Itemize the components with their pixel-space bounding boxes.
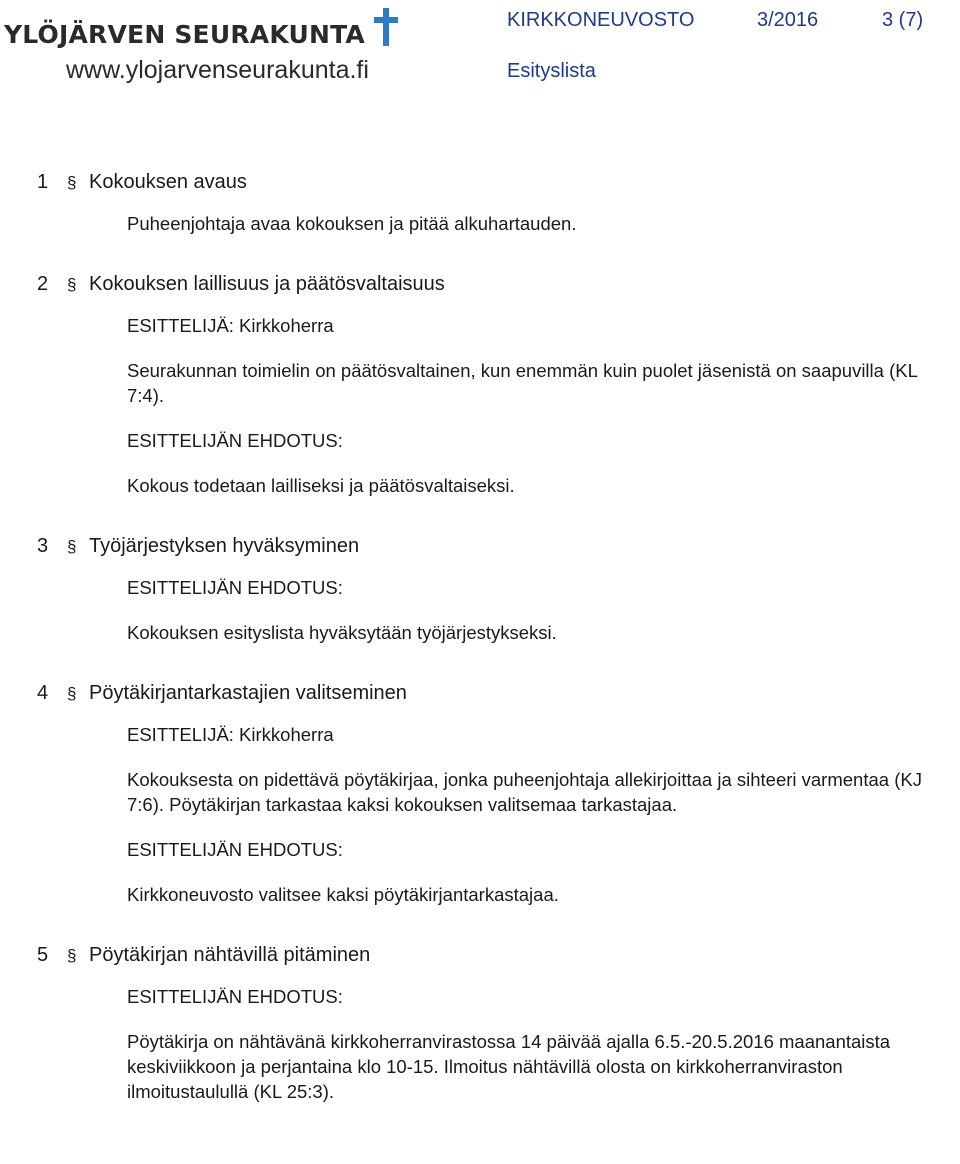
section-title: Pöytäkirjantarkastajien valitseminen <box>89 682 407 704</box>
section-heading <box>37 168 957 197</box>
proposal-label: ESITTELIJÄN EHDOTUS: <box>127 430 343 451</box>
section-title: Pöytäkirjan nähtävillä pitäminen <box>89 944 371 966</box>
logo-url: www.ylojarvenseurakunta.fi <box>66 56 369 84</box>
section-heading <box>37 941 957 970</box>
presenter-label: ESITTELIJÄ: Kirkkoherra <box>127 724 334 745</box>
proposal-text: Pöytäkirja on nähtävänä kirkkoherranvirastossa 14 päivää ajalla 6.5.-20.5.2016 maanantaista keskiviikkoon ja perjantaina klo 10-15. Ilmoitus nähtävillä olosta on kirkkoherranviraston ilmoitustaulullä (KL 25:3). <box>127 1031 891 1102</box>
agenda-body <box>37 168 957 1104</box>
agenda-section-3 <box>37 532 957 645</box>
section-text: Puheenjohtaja avaa kokouksen ja pitää alkuhartauden. <box>127 213 577 234</box>
section-text: Kokouksesta on pidettävä pöytäkirjaa, jonka puheenjohtaja allekirjoittaa ja sihteeri varmentaa (KJ 7:6). Pöytäkirjan tarkastaa kaksi kokouksen valitsemaa tarkastajaa. <box>127 769 922 815</box>
proposal-text: Kirkkoneuvosto valitsee kaksi pöytäkirjantarkastajaa. <box>127 884 559 905</box>
section-number: 2 <box>37 273 49 295</box>
logo-title: YLÖJÄRVEN SEURAKUNTA <box>4 20 365 49</box>
proposal-text: Kokouksen esityslista hyväksytään työjärjestykseksi. <box>127 622 557 643</box>
section-sign-icon: § <box>67 684 77 703</box>
proposal-label: ESITTELIJÄN EHDOTUS: <box>127 986 343 1007</box>
agenda-section-4 <box>37 679 957 907</box>
section-title: Kokouksen avaus <box>89 171 247 193</box>
agenda-section-5 <box>37 941 957 1104</box>
section-text: Seurakunnan toimielin on päätösvaltainen, kun enemmän kuin puolet jäsenistä on saapuvilla (KL 7:4). <box>127 360 918 406</box>
section-heading <box>37 679 957 708</box>
section-number: 5 <box>37 944 49 966</box>
agenda-section-1 <box>37 168 957 236</box>
header-document-type: Esityslista <box>507 60 596 82</box>
section-title: Työjärjestyksen hyväksyminen <box>89 535 360 557</box>
section-number: 3 <box>37 535 49 557</box>
cross-icon <box>372 6 400 48</box>
header-meeting-number: 3/2016 <box>757 9 819 31</box>
section-number: 4 <box>37 682 49 704</box>
section-heading <box>37 532 957 561</box>
section-sign-icon: § <box>67 537 77 556</box>
proposal-text: Kokous todetaan lailliseksi ja päätösvaltaiseksi. <box>127 475 515 496</box>
section-sign-icon: § <box>67 173 77 192</box>
presenter-label: ESITTELIJÄ: Kirkkoherra <box>127 315 334 336</box>
parish-logo <box>4 6 404 86</box>
section-title: Kokouksen laillisuus ja päätösvaltaisuus <box>89 273 445 295</box>
proposal-label: ESITTELIJÄN EHDOTUS: <box>127 839 343 860</box>
section-number: 1 <box>37 171 49 193</box>
header-page-number: 3 (7) <box>882 9 924 31</box>
header-organization: KIRKKONEUVOSTO <box>507 9 695 31</box>
section-heading <box>37 270 957 299</box>
section-sign-icon: § <box>67 275 77 294</box>
proposal-label: ESITTELIJÄN EHDOTUS: <box>127 577 343 598</box>
agenda-section-2 <box>37 270 957 498</box>
section-sign-icon: § <box>67 946 77 965</box>
